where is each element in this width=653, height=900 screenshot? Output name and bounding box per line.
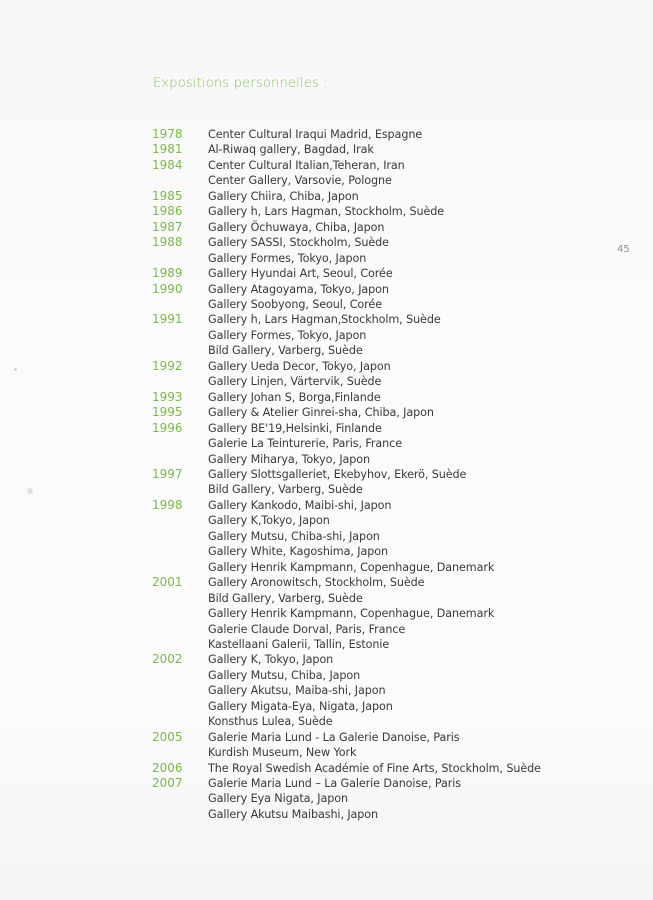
exhibition-row [146, 220, 606, 235]
exhibition-venue: Galerie Maria Lund - La Galerie Danoise, Paris [208, 730, 460, 744]
exhibition-venue: Gallery White, Kagoshima, Japon [208, 545, 388, 559]
exhibition-venue: Gallery Öchuwaya, Chiba, Japon [208, 220, 385, 234]
exhibition-row [146, 158, 606, 173]
exhibition-venue: Galerie La Teinturerie, Paris, France [208, 437, 402, 451]
exhibition-row [146, 436, 606, 451]
exhibition-year [146, 745, 208, 760]
exhibition-row [146, 142, 606, 157]
exhibition-year [146, 807, 208, 822]
exhibition-year: 2006 [152, 760, 183, 775]
exhibition-venue: Gallery Henrik Kampmann, Copenhague, Danemark [208, 560, 495, 574]
exhibition-year: 1987 [152, 219, 183, 234]
exhibition-year: 1998 [152, 497, 183, 512]
exhibition-row [146, 560, 606, 575]
exhibition-year: 1986 [152, 204, 183, 219]
exhibition-year: 1984 [152, 157, 183, 172]
exhibition-row [146, 637, 606, 652]
exhibition-row [146, 575, 606, 590]
exhibition-venue: Gallery Hyundai Art, Seoul, Corée [208, 267, 393, 281]
exhibition-row [146, 730, 606, 745]
exhibition-venue: Center Cultural Italian,Teheran, Iran [208, 158, 405, 172]
exhibition-row [146, 745, 606, 760]
exhibition-year [146, 683, 208, 698]
exhibition-venue: Gallery h, Lars Hagman,Stockholm, Suède [208, 313, 441, 327]
exhibition-year: 1978 [152, 127, 183, 141]
exhibition-row [146, 328, 606, 343]
exhibition-year [146, 637, 208, 652]
exhibition-venue: Gallery BE'19,Helsinki, Finlande [208, 421, 382, 435]
exhibition-row [146, 714, 606, 729]
exhibition-year [146, 482, 208, 497]
exhibition-row [146, 282, 606, 297]
exhibition-row [146, 544, 606, 559]
exhibition-row [146, 699, 606, 714]
exhibition-venue: Gallery Henrik Kampmann, Copenhague, Danemark [208, 607, 495, 621]
exhibition-venue: Gallery Formes, Tokyo, Japon [208, 328, 367, 342]
exhibition-venue: Gallery K, Tokyo, Japon [208, 653, 334, 667]
section-title: Expositions personnelles : [153, 76, 328, 91]
page-number: 45 [617, 244, 630, 255]
exhibition-venue: Bild Gallery, Varberg, Suède [208, 483, 363, 497]
exhibition-venue: The Royal Swedish Académie of Fine Arts, Stockholm, Suède [208, 761, 541, 775]
exhibition-row [146, 421, 606, 436]
exhibition-venue: Galerie Maria Lund – La Galerie Danoise, Paris [208, 777, 461, 791]
exhibition-row [146, 359, 606, 374]
exhibition-venue: Gallery Chiira, Chiba, Japon [208, 189, 359, 203]
exhibition-venue: Gallery Aronowitsch, Stockholm, Suède [208, 576, 425, 590]
exhibition-venue: Center Gallery, Varsovie, Pologne [208, 174, 392, 188]
exhibition-row [146, 297, 606, 312]
exhibition-row [146, 266, 606, 281]
exhibition-list [146, 127, 606, 822]
exhibition-venue: Gallery Eya Nigata, Japon [208, 792, 348, 806]
exhibition-year [146, 560, 208, 575]
exhibition-year [146, 714, 208, 729]
exhibition-row [146, 606, 606, 621]
exhibition-row [146, 467, 606, 482]
exhibition-row [146, 513, 606, 528]
exhibition-venue: Gallery Kankodo, Maibi-shi, Japon [208, 498, 392, 512]
exhibition-row [146, 622, 606, 637]
exhibition-year: 1995 [152, 405, 183, 420]
exhibition-venue: Gallery Linjen, Värtervik, Suède [208, 375, 382, 389]
exhibition-year [146, 343, 208, 358]
exhibition-row [146, 204, 606, 219]
exhibition-row [146, 189, 606, 204]
exhibition-year [146, 699, 208, 714]
exhibition-row [146, 452, 606, 467]
exhibition-venue: Gallery Miharya, Tokyo, Japon [208, 452, 371, 466]
exhibition-row [146, 374, 606, 389]
exhibition-year: 1993 [152, 389, 183, 404]
exhibition-venue: Gallery Ueda Decor, Tokyo, Japon [208, 359, 391, 373]
exhibition-venue: Gallery K,Tokyo, Japon [208, 514, 330, 528]
exhibition-row [146, 482, 606, 497]
exhibition-venue: Gallery Slottsgalleriet, Ekebyhov, Ekerö, Suède [208, 467, 467, 481]
exhibition-year: 1997 [152, 466, 183, 481]
exhibition-venue: Gallery Akutsu Maibashi, Japon [208, 807, 379, 821]
exhibition-venue: Gallery Soobyong, Seoul, Corée [208, 297, 382, 311]
exhibition-row [146, 405, 606, 420]
exhibition-year: 1991 [152, 312, 183, 327]
exhibition-venue: Gallery Mutsu, Chiba-shi, Japon [208, 529, 380, 543]
exhibition-year [146, 622, 208, 637]
exhibition-row [146, 529, 606, 544]
exhibition-year [146, 606, 208, 621]
exhibition-year: 2007 [152, 776, 183, 791]
paper-speck [27, 488, 33, 494]
exhibition-venue: Gallery Formes, Tokyo, Japon [208, 251, 367, 265]
exhibition-year [146, 297, 208, 312]
exhibition-venue: Gallery & Atelier Ginrei-sha, Chiba, Japon [208, 406, 434, 420]
exhibition-row [146, 776, 606, 791]
exhibition-year [146, 374, 208, 389]
exhibition-row [146, 807, 606, 822]
exhibition-year [146, 513, 208, 528]
exhibition-row [146, 652, 606, 667]
exhibition-row [146, 127, 606, 142]
exhibition-row [146, 251, 606, 266]
exhibition-venue: Gallery Akutsu, Maiba-shi, Japon [208, 684, 386, 698]
exhibition-year: 1996 [152, 420, 183, 435]
exhibition-venue: Gallery Johan S, Borga,Finlande [208, 390, 381, 404]
exhibition-year: 1992 [152, 358, 183, 373]
exhibition-row [146, 343, 606, 358]
exhibition-year: 1985 [152, 188, 183, 203]
exhibition-year: 2005 [152, 729, 183, 744]
exhibition-venue: Gallery h, Lars Hagman, Stockholm, Suède [208, 205, 445, 219]
exhibition-venue: Kastellaani Galerii, Tallin, Estonie [208, 637, 390, 651]
exhibition-venue: Galerie Claude Dorval, Paris, France [208, 622, 406, 636]
exhibition-year [146, 791, 208, 806]
exhibition-venue: Gallery Atagoyama, Tokyo, Japon [208, 282, 389, 296]
exhibition-venue: Gallery Migata-Eya, Nigata, Japon [208, 699, 393, 713]
exhibition-year [146, 544, 208, 559]
exhibition-year [146, 529, 208, 544]
exhibition-year [146, 251, 208, 266]
exhibition-row [146, 791, 606, 806]
exhibition-year [146, 436, 208, 451]
exhibition-venue: Gallery Mutsu, Chiba, Japon [208, 668, 361, 682]
exhibition-year [146, 591, 208, 606]
exhibition-year: 1989 [152, 266, 183, 281]
exhibition-row [146, 761, 606, 776]
exhibition-year [146, 452, 208, 467]
exhibition-row [146, 312, 606, 327]
exhibition-year: 2002 [152, 652, 183, 667]
exhibition-venue: Bild Gallery, Varberg, Suède [208, 344, 363, 358]
exhibition-year: 1981 [152, 142, 183, 157]
exhibition-year [146, 173, 208, 188]
exhibition-year [146, 668, 208, 683]
exhibition-venue: Center Cultural Iraqui Madrid, Espagne [208, 128, 423, 141]
exhibition-row [146, 390, 606, 405]
exhibition-row [146, 235, 606, 250]
exhibition-year: 2001 [152, 575, 183, 590]
exhibition-venue: Kurdish Museum, New York [208, 746, 357, 760]
paper-speck [14, 368, 17, 371]
exhibition-year: 1988 [152, 235, 183, 250]
exhibition-row [146, 683, 606, 698]
exhibition-venue: Gallery SASSI, Stockholm, Suède [208, 236, 389, 250]
exhibition-row [146, 668, 606, 683]
exhibition-year [146, 328, 208, 343]
exhibition-row [146, 498, 606, 513]
exhibition-venue: Bild Gallery, Varberg, Suède [208, 591, 363, 605]
exhibition-venue: Konsthus Lulea, Suède [208, 715, 333, 729]
exhibition-year: 1990 [152, 281, 183, 296]
exhibition-row [146, 591, 606, 606]
exhibition-venue: Al-Riwaq gallery, Bagdad, Irak [208, 143, 374, 157]
exhibition-row [146, 173, 606, 188]
